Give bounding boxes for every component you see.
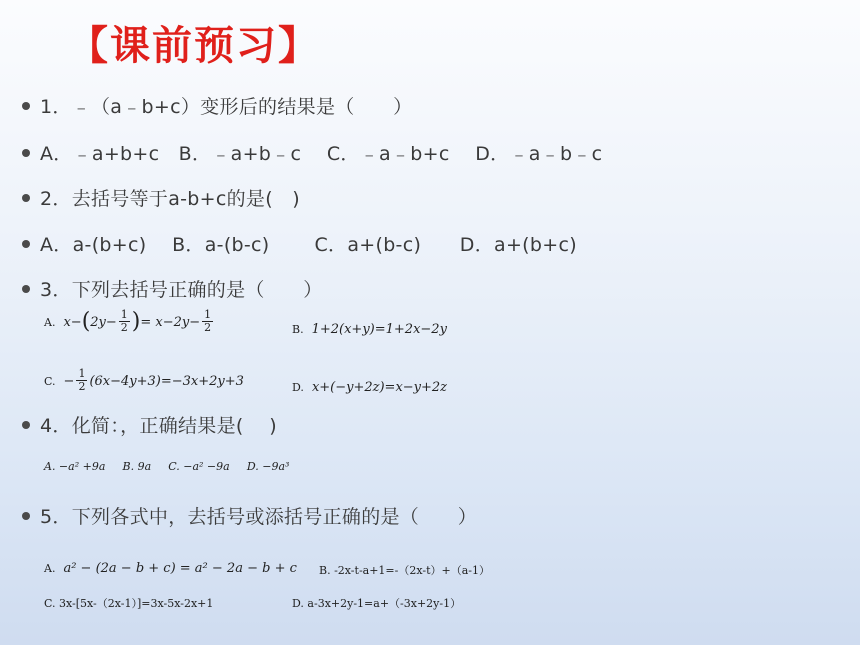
fraction: $\frac{1}{2}$ (204, 308, 212, 334)
question-3-option-d: D. x+(−y+2z)=x−y+2z (292, 380, 448, 395)
question-4-text: 4．化简：，正确结果是( ) (40, 415, 277, 437)
question-5-option-a: A. a² − (2a − b + c) = a² − 2a − b + c (44, 561, 297, 576)
section-title: 【课前预习】 (68, 23, 320, 69)
question-2 (22, 184, 300, 211)
question-3 (22, 275, 323, 302)
question-1-options (22, 139, 602, 166)
question-4-options: A. −a² +9a B. 9a C. −a² −9a D. −9a³ (44, 460, 290, 473)
question-1-options-text: A．﹣a+b+c B．﹣a+b﹣c C．﹣a﹣b+c D．﹣a﹣b﹣c (40, 143, 603, 165)
bullet-icon (22, 421, 30, 429)
question-5-option-c: C. 3x-[5x-（2x-1）]=3x-5x-2x+1 (44, 597, 214, 610)
question-2-options (22, 230, 577, 257)
question-2-text: 2．去括号等于a-b+c的是( ) (40, 188, 300, 210)
bullet-icon (22, 149, 30, 157)
question-2-options-text: A．a-(b+c) B．a-(b-c) C．a+(b-c) D．a+(b+c) (40, 234, 577, 256)
fraction: $\frac{1}{2}$ (78, 367, 86, 393)
bullet-icon (22, 240, 30, 248)
bullet-icon (22, 102, 30, 110)
question-5 (22, 502, 477, 529)
question-3-text: 3．下列去括号正确的是（ ） (40, 279, 323, 301)
question-4 (22, 411, 277, 438)
question-5-option-d: D. a-3x+2y-1=a+（-3x+2y-1） (292, 597, 462, 610)
question-1-text: 1．﹣（a﹣b+c）变形后的结果是（ ） (40, 96, 413, 118)
question-1 (22, 92, 412, 119)
question-3-option-c: C. − $\frac{1}{2}$ (6x−4y+3)=−3x+2y+3 (44, 367, 244, 393)
bullet-icon (22, 512, 30, 520)
fraction: $\frac{1}{2}$ (120, 308, 128, 334)
bullet-icon (22, 194, 30, 202)
question-5-text: 5．下列各式中，去括号或添括号正确的是（ ） (40, 506, 477, 528)
question-3-option-a: A. x−(2y− $\frac{1}{2}$ )= x−2y− $\frac{1}{2}$ (44, 308, 212, 334)
question-5-option-b: B. -2x-t-a+1=-（2x-t）+（a-1） (319, 564, 490, 577)
bullet-icon (22, 285, 30, 293)
question-3-option-b: B. 1+2(x+y)=1+2x−2y (292, 322, 447, 337)
